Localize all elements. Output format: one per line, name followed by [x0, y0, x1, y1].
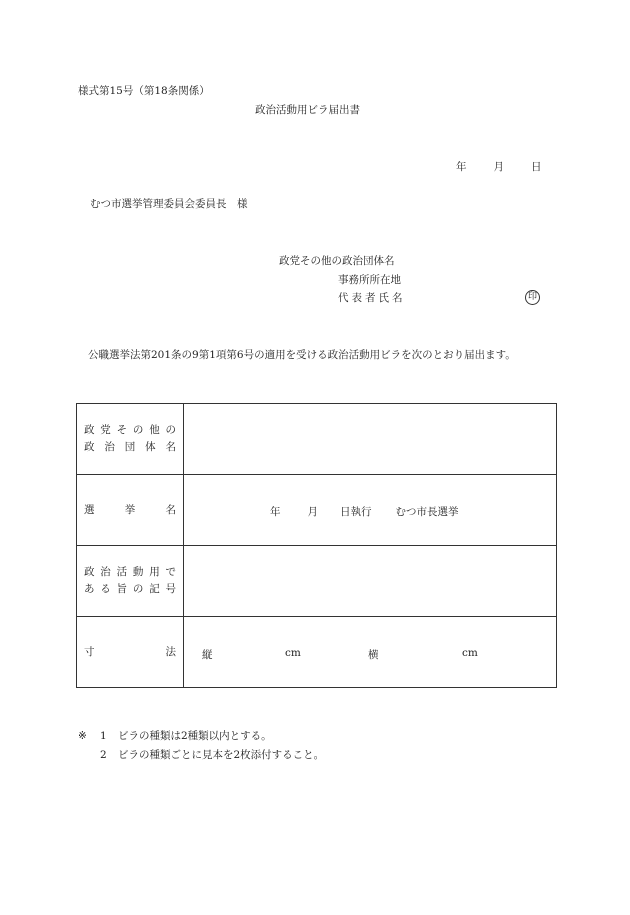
symbol-cell-label — [77, 546, 184, 617]
addressee: むつ市選挙管理委員会委員長 様 — [90, 198, 248, 210]
row2-label: 選挙名 — [84, 503, 176, 516]
note-text: ビラの種類ごとに見本を2枚添付すること。 — [118, 749, 325, 761]
note-number: 1 — [100, 730, 107, 742]
row1-label-line2: 政治団体名 — [84, 441, 176, 453]
seal-mark: 印 — [525, 290, 540, 305]
row3-label-line2: ある旨の記号 — [84, 583, 176, 595]
dim-horizontal-unit: cm — [462, 647, 478, 659]
election-cell-label — [77, 475, 184, 546]
row4-label: 寸法 — [84, 645, 176, 658]
org-name-cell-label — [77, 404, 184, 475]
symbol-cell-value[interactable] — [184, 546, 557, 617]
election-month: 月 — [307, 506, 318, 518]
note-mark: ※ — [78, 730, 87, 742]
org-name-label: 政党その他の政治団体名 — [279, 255, 395, 267]
table-row — [77, 475, 557, 546]
table-row — [77, 617, 557, 688]
dim-horizontal-label: 横 — [368, 649, 379, 661]
election-name: むつ市長選挙 — [395, 506, 459, 518]
election-cell-value[interactable] — [184, 475, 557, 546]
dim-vertical-label: 縦 — [202, 649, 213, 661]
dimensions-cell-label — [77, 617, 184, 688]
dimensions-cell-value[interactable] — [184, 617, 557, 688]
form-table — [76, 403, 557, 688]
office-address-label: 事務所所在地 — [338, 274, 401, 286]
note-text: ビラの種類は2種類以内とする。 — [118, 730, 272, 742]
date-month: 月 — [493, 161, 504, 173]
election-day-exec: 日執行 — [340, 506, 372, 518]
dim-vertical-unit: cm — [285, 647, 301, 659]
date-year: 年 — [456, 161, 467, 173]
document-title: 政治活動用ビラ届出書 — [255, 104, 360, 116]
election-year: 年 — [270, 506, 281, 518]
date-day: 日 — [531, 161, 542, 173]
row3-label-line1: 政治活動用で — [84, 566, 176, 578]
note-number: 2 — [100, 749, 107, 761]
date-line — [456, 162, 542, 173]
table-row — [77, 404, 557, 475]
form-number: 様式第15号（第18条関係） — [78, 85, 210, 97]
row1-label-line1: 政党その他の — [84, 424, 176, 436]
representative-label: 代表者氏名 — [338, 292, 406, 304]
org-name-cell-value[interactable] — [184, 404, 557, 475]
statement: 公職選挙法第201条の9第1項第6号の適用を受ける政治活動用ビラを次のとおり届出ます。 — [88, 349, 516, 361]
table-row — [77, 546, 557, 617]
